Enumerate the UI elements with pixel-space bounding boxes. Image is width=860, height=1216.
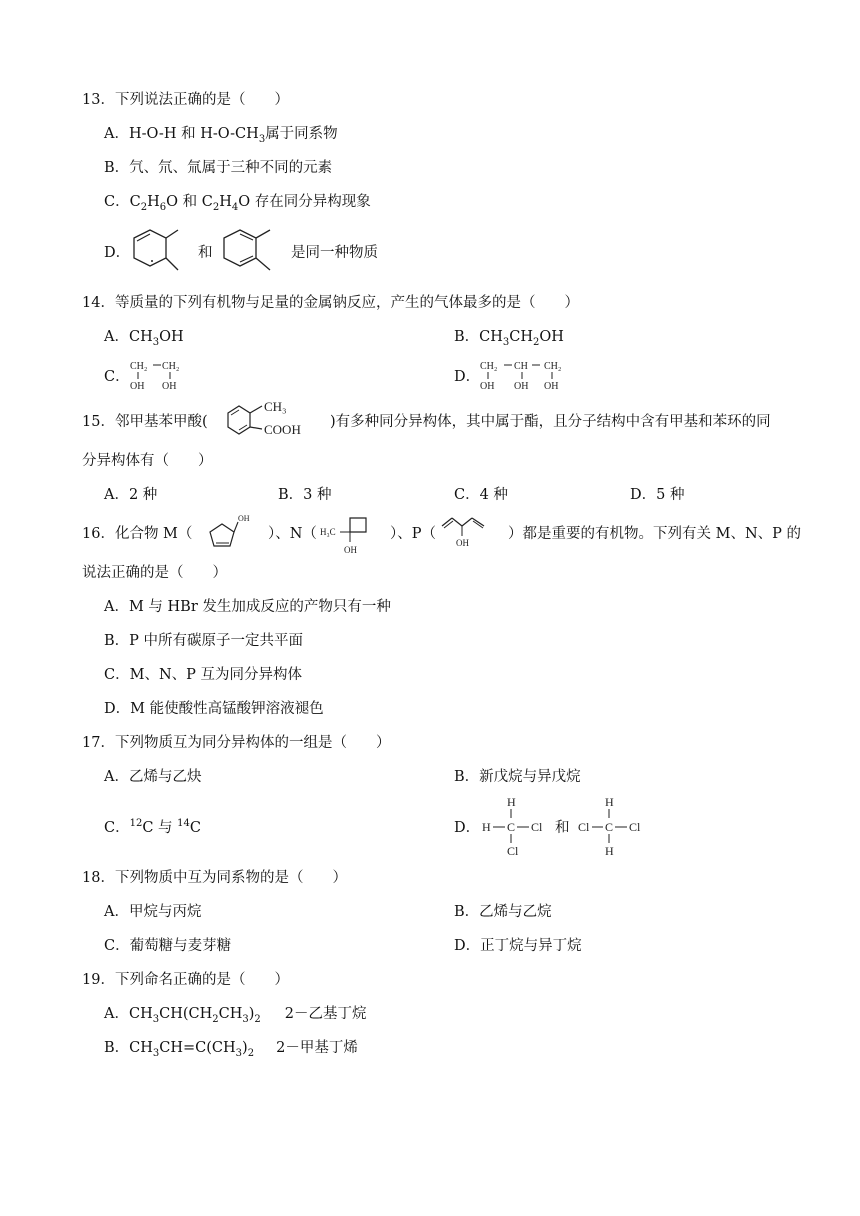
svg-text:CH: CH: [514, 361, 528, 372]
svg-text:OH: OH: [238, 514, 250, 523]
q17-stem: 17．下列物质互为同分异构体的一组是（ ）: [82, 735, 391, 751]
svg-text:Cl: Cl: [629, 820, 641, 834]
q14-option-d-label: D．: [454, 369, 481, 385]
svg-text:OH: OH: [480, 381, 495, 392]
svg-text:OH: OH: [456, 538, 469, 548]
q16-option-a: A．M 与 HBr 发生加成反应的产物只有一种: [104, 599, 391, 615]
svg-text:OH: OH: [130, 381, 145, 392]
q15-option-a: A．2 种: [104, 487, 158, 503]
q16-structure-n: [320, 510, 380, 554]
svg-text:H: H: [605, 795, 614, 809]
svg-text:Cl: Cl: [507, 844, 519, 858]
q16-stem-part5: 说法正确的是（ ）: [82, 565, 227, 581]
q15-option-d: D．5 种: [630, 487, 685, 503]
q17-option-b: B．新戊烷与异戊烷: [454, 769, 581, 785]
svg-text:OH: OH: [162, 381, 177, 392]
svg-text:Cl: Cl: [578, 820, 590, 834]
q18-option-b: B．乙烯与乙烷: [454, 904, 552, 920]
q14-structure-c: [130, 358, 192, 392]
q16-option-c: C．M、N、P 互为同分异构体: [104, 667, 302, 683]
q18-option-a: A．甲烷与丙烷: [104, 904, 202, 920]
q17-and: 和: [555, 820, 570, 836]
q13-option-c: C．$C_2H_6O$ 和 $C_2H_4O$ 存在同分异构现象: [104, 194, 371, 213]
q13-structure-1: [128, 228, 188, 276]
svg-text:COOH: COOH: [264, 422, 301, 437]
q16-structure-p: [438, 512, 494, 550]
svg-text:H: H: [482, 820, 491, 834]
q16-stem-part1: 16．化合物 M（: [82, 526, 193, 542]
svg-text:H: H: [507, 795, 516, 809]
q17-option-a: A．乙烯与乙炔: [104, 769, 202, 785]
svg-text:OH: OH: [344, 545, 357, 555]
q15-structure: [222, 400, 322, 440]
q17-structure-1: [482, 794, 554, 858]
q16-stem-part3: ）、P（: [390, 526, 437, 542]
q18-option-d: D．正丁烷与异丁烷: [454, 938, 582, 954]
q15-option-b: B．3 种: [278, 487, 332, 503]
svg-text:OH: OH: [514, 381, 529, 392]
q15-option-c: C．4 种: [454, 487, 508, 503]
svg-text:H₃C: H₃C: [320, 527, 336, 537]
q13-option-d-label: D．: [104, 245, 131, 261]
svg-text:CH₂: CH₂: [480, 361, 498, 372]
q13-option-a: A．H-O-H 和 $H-O-CH_3$属于同系物: [104, 126, 338, 145]
svg-text:CH₃: CH₃: [264, 399, 287, 414]
q13-stem: 13．下列说法正确的是（ ）: [82, 92, 289, 108]
svg-text:CH₂: CH₂: [130, 361, 148, 372]
q17-structure-2: [578, 794, 652, 858]
q17-option-c: C．$^{12}$C 与 $^{14}$C: [104, 818, 202, 836]
q18-option-c: C．葡萄糖与麦芽糖: [104, 938, 232, 954]
q15-stem-part1: 15．邻甲基苯甲酸(: [82, 414, 208, 430]
svg-text:C: C: [605, 820, 614, 834]
q18-stem: 18．下列物质中互为同系物的是（ ）: [82, 870, 347, 886]
svg-text:Cl: Cl: [531, 820, 543, 834]
q14-option-c-label: C．: [104, 369, 130, 385]
q19-option-b: B．$CH_3CH=C(CH_3)_2$ 2－甲基丁烯: [104, 1040, 358, 1059]
q13-structure-2: [218, 228, 280, 276]
svg-text:CH₂: CH₂: [544, 361, 562, 372]
q19-stem: 19．下列命名正确的是（ ）: [82, 972, 289, 988]
svg-text:H: H: [605, 844, 614, 858]
q16-structure-m: [202, 512, 252, 552]
q16-option-b: B．P 中所有碳原子一定共平面: [104, 633, 304, 649]
q13-option-b: B．氕、氘、氚属于三种不同的元素: [104, 160, 333, 176]
q13-and: 和: [198, 245, 213, 261]
svg-text:C: C: [507, 820, 516, 834]
q16-stem-part2: ）、N（: [268, 526, 317, 542]
q19-option-a: A．$CH_3CH(CH_2CH_3)_2$ 2－乙基丁烷: [104, 1006, 367, 1025]
svg-text:OH: OH: [544, 381, 559, 392]
q14-structure-d: [480, 358, 576, 392]
q13-option-d-tail: 是同一种物质: [291, 245, 378, 261]
q16-stem-part4: ）都是重要的有机物。下列有关 M、N、P 的: [508, 526, 802, 542]
q16-option-d: D．M 能使酸性高锰酸钾溶液褪色: [104, 701, 324, 717]
svg-text:CH₂: CH₂: [162, 361, 180, 372]
q14-option-a: A．$CH_3OH$: [104, 329, 184, 348]
q15-stem-part2: )有多种同分异构体，其中属于酯，且分子结构中含有甲基和苯环的同: [330, 414, 771, 430]
q17-option-d-label: D．: [454, 820, 481, 836]
q14-option-b: B．$CH_3CH_2OH$: [454, 329, 564, 348]
q15-stem-part3: 分异构体有（ ）: [82, 453, 213, 469]
q14-stem: 14．等质量的下列有机物与足量的金属钠反应，产生的气体最多的是（ ）: [82, 295, 579, 311]
